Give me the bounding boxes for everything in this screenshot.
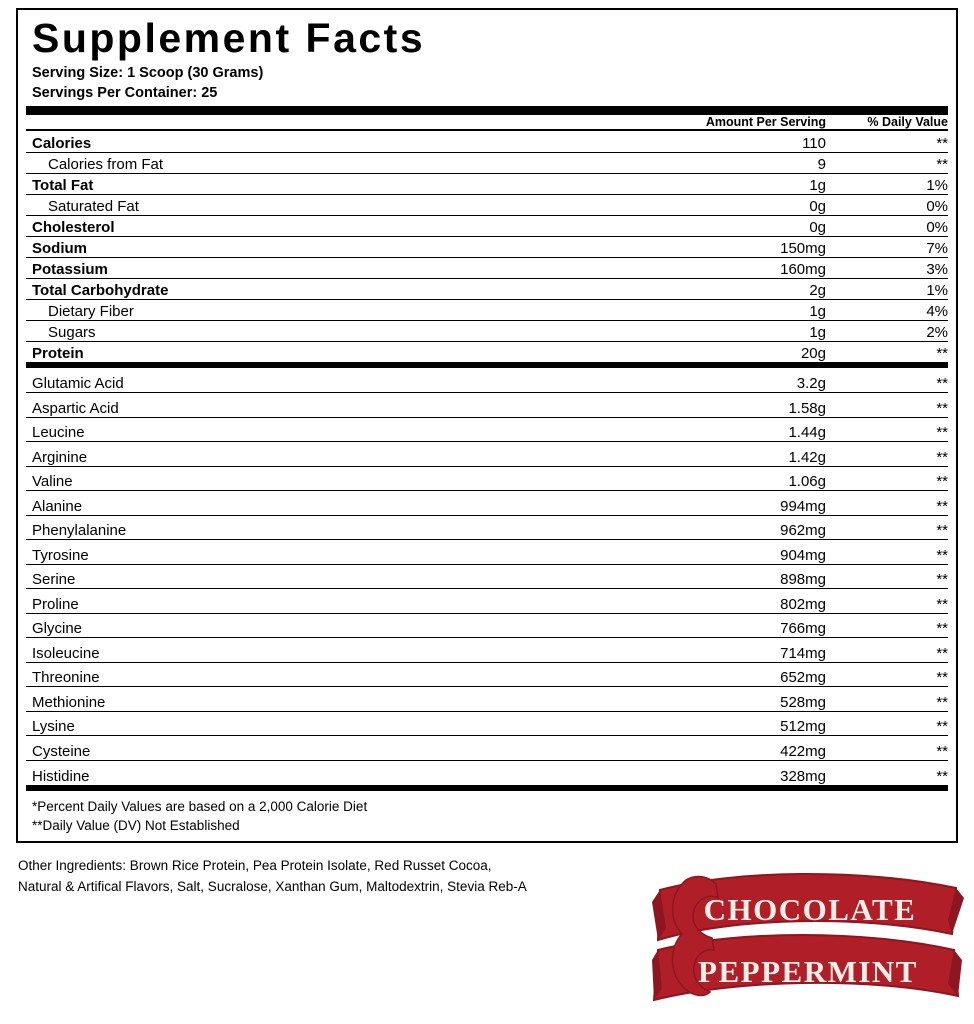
- table-row: [26, 711, 948, 736]
- table-row: [26, 131, 948, 152]
- footnote-dv-not-established: **Daily Value (DV) Not Established: [32, 817, 240, 833]
- nutrient-amount: 0g: [646, 194, 826, 215]
- nutrient-dv: 1%: [826, 278, 948, 299]
- amino-name: Arginine: [26, 442, 646, 467]
- flavor-line-1: CHOCOLATE: [703, 892, 917, 927]
- amino-name: Alanine: [26, 491, 646, 516]
- nutrient-name: Calories: [26, 131, 646, 152]
- nutrient-name: Total Carbohydrate: [26, 278, 646, 299]
- other-ingredients-line-1: Other Ingredients: Brown Rice Protein, Pea Protein Isolate, Red Russet Cocoa,: [18, 858, 492, 873]
- amino-dv: **: [826, 491, 948, 516]
- table-row: [26, 320, 948, 341]
- amino-name: Phenylalanine: [26, 515, 646, 540]
- nutrient-name: Sodium: [26, 236, 646, 257]
- amino-dv: **: [826, 736, 948, 761]
- table-row: [26, 152, 948, 173]
- nutrient-dv: 4%: [826, 299, 948, 320]
- amino-name: Valine: [26, 466, 646, 491]
- nutrient-amount: 1g: [646, 173, 826, 194]
- nutrient-dv: **: [936, 345, 948, 363]
- amino-amount: 528mg: [646, 687, 826, 712]
- amino-name: Cysteine: [26, 736, 646, 761]
- table-row: [26, 662, 948, 687]
- nutrient-amount: 110: [646, 131, 826, 152]
- amino-amount: 422mg: [646, 736, 826, 761]
- divider-thick-top: [26, 106, 948, 115]
- amino-dv: **: [826, 393, 948, 418]
- amino-amount: 328mg: [780, 767, 826, 785]
- table-row: [26, 687, 948, 712]
- nutrient-amount: 160mg: [646, 257, 826, 278]
- amino-amount: 898mg: [646, 564, 826, 589]
- table-row: [26, 613, 948, 638]
- amino-name: Aspartic Acid: [26, 393, 646, 418]
- nutrient-dv: 0%: [826, 194, 948, 215]
- amino-amount: 512mg: [646, 711, 826, 736]
- table-row: [26, 760, 948, 785]
- divider-thick-bottom: [26, 785, 948, 791]
- table-row: [26, 299, 948, 320]
- amino-amount: 766mg: [646, 613, 826, 638]
- amino-dv: **: [826, 638, 948, 663]
- nutrient-dv: **: [826, 152, 948, 173]
- table-row: [26, 393, 948, 418]
- amino-name: Proline: [26, 589, 646, 614]
- servings-per-container: Servings Per Container: 25: [32, 84, 218, 101]
- nutrients-table: [26, 131, 948, 362]
- amino-name: Threonine: [26, 662, 646, 687]
- table-row: [26, 173, 948, 194]
- nutrient-amount: 1g: [646, 299, 826, 320]
- amino-acid-table: [26, 368, 948, 785]
- nutrient-name: Cholesterol: [26, 215, 646, 236]
- amino-dv: **: [826, 564, 948, 589]
- nutrient-amount: 9: [646, 152, 826, 173]
- table-row: [26, 515, 948, 540]
- table-row: [26, 278, 948, 299]
- amino-amount: 1.06g: [646, 466, 826, 491]
- amino-dv: **: [826, 662, 948, 687]
- nutrient-amount: 1g: [646, 320, 826, 341]
- amino-dv: **: [826, 540, 948, 565]
- amino-amount: 802mg: [646, 589, 826, 614]
- amino-name: Methionine: [26, 687, 646, 712]
- amino-amount: 3.2g: [646, 368, 826, 393]
- amino-dv: **: [826, 442, 948, 467]
- serving-size: Serving Size: 1 Scoop (30 Grams): [32, 65, 264, 82]
- header-daily-value: % Daily Value: [867, 115, 948, 130]
- amino-amount: 714mg: [646, 638, 826, 663]
- nutrient-amount: 2g: [646, 278, 826, 299]
- nutrient-dv: 2%: [826, 320, 948, 341]
- amino-amount: 1.58g: [646, 393, 826, 418]
- nutrient-name: Potassium: [26, 257, 646, 278]
- amino-amount: 962mg: [646, 515, 826, 540]
- nutrient-name: Dietary Fiber: [26, 299, 646, 320]
- amino-name: Glutamic Acid: [26, 368, 646, 393]
- amino-name: Leucine: [26, 417, 646, 442]
- table-row: [26, 564, 948, 589]
- nutrient-name: Sugars: [26, 320, 646, 341]
- amino-name: Isoleucine: [26, 638, 646, 663]
- amino-dv: **: [826, 711, 948, 736]
- other-ingredients-line-2: Natural & Artifical Flavors, Salt, Sucralose, Xanthan Gum, Maltodextrin, Stevia Reb-A: [18, 878, 527, 894]
- nutrient-amount: 20g: [800, 345, 826, 363]
- amino-name: Histidine: [32, 767, 90, 785]
- amino-dv: **: [826, 613, 948, 638]
- amino-amount: 994mg: [646, 491, 826, 516]
- footnote-daily-values: *Percent Daily Values are based on a 2,000 Calorie Diet: [32, 798, 368, 814]
- table-row: [26, 466, 948, 491]
- table-row: [26, 341, 948, 362]
- amino-dv: **: [826, 466, 948, 491]
- amino-amount: 1.44g: [646, 417, 826, 442]
- nutrient-dv: **: [826, 131, 948, 152]
- nutrient-name: Saturated Fat: [26, 194, 646, 215]
- nutrient-dv: 0%: [826, 215, 948, 236]
- table-row: [26, 215, 948, 236]
- table-row: [26, 194, 948, 215]
- amino-name: Lysine: [26, 711, 646, 736]
- table-row: [26, 236, 948, 257]
- table-row: [26, 368, 948, 393]
- amino-dv: **: [826, 417, 948, 442]
- table-row: [26, 736, 948, 761]
- amino-amount: 904mg: [646, 540, 826, 565]
- amino-name: Glycine: [26, 613, 646, 638]
- table-row: [26, 491, 948, 516]
- table-row: [26, 638, 948, 663]
- nutrient-name: Protein: [32, 345, 84, 363]
- amino-dv: **: [826, 368, 948, 393]
- table-row: [26, 417, 948, 442]
- nutrient-name: Calories from Fat: [26, 152, 646, 173]
- amino-dv: **: [936, 767, 948, 785]
- header-blank: [26, 115, 646, 129]
- other-ingredients: [18, 856, 658, 898]
- nutrient-dv: 7%: [826, 236, 948, 257]
- nutrient-dv: 1%: [826, 173, 948, 194]
- amino-amount: 1.42g: [646, 442, 826, 467]
- table-row: [26, 257, 948, 278]
- table-row: [26, 540, 948, 565]
- table-row: [26, 589, 948, 614]
- table-row: [26, 442, 948, 467]
- amino-name: Serine: [26, 564, 646, 589]
- supplement-facts-panel: [16, 8, 958, 843]
- nutrition-table: [26, 115, 948, 129]
- amino-name: Tyrosine: [26, 540, 646, 565]
- amino-dv: **: [826, 589, 948, 614]
- amino-dv: **: [826, 515, 948, 540]
- nutrient-dv: 3%: [826, 257, 948, 278]
- nutrient-amount: 150mg: [646, 236, 826, 257]
- nutrient-name: Total Fat: [26, 173, 646, 194]
- nutrient-amount: 0g: [646, 215, 826, 236]
- table-header-row: [26, 115, 948, 129]
- header-amount-per-serving: Amount Per Serving: [705, 115, 826, 130]
- amino-amount: 652mg: [646, 662, 826, 687]
- flavor-logo: [652, 872, 964, 1010]
- amino-dv: **: [826, 687, 948, 712]
- flavor-line-2: PEPPERMINT: [698, 954, 918, 989]
- page-title: Supplement Facts: [32, 15, 426, 61]
